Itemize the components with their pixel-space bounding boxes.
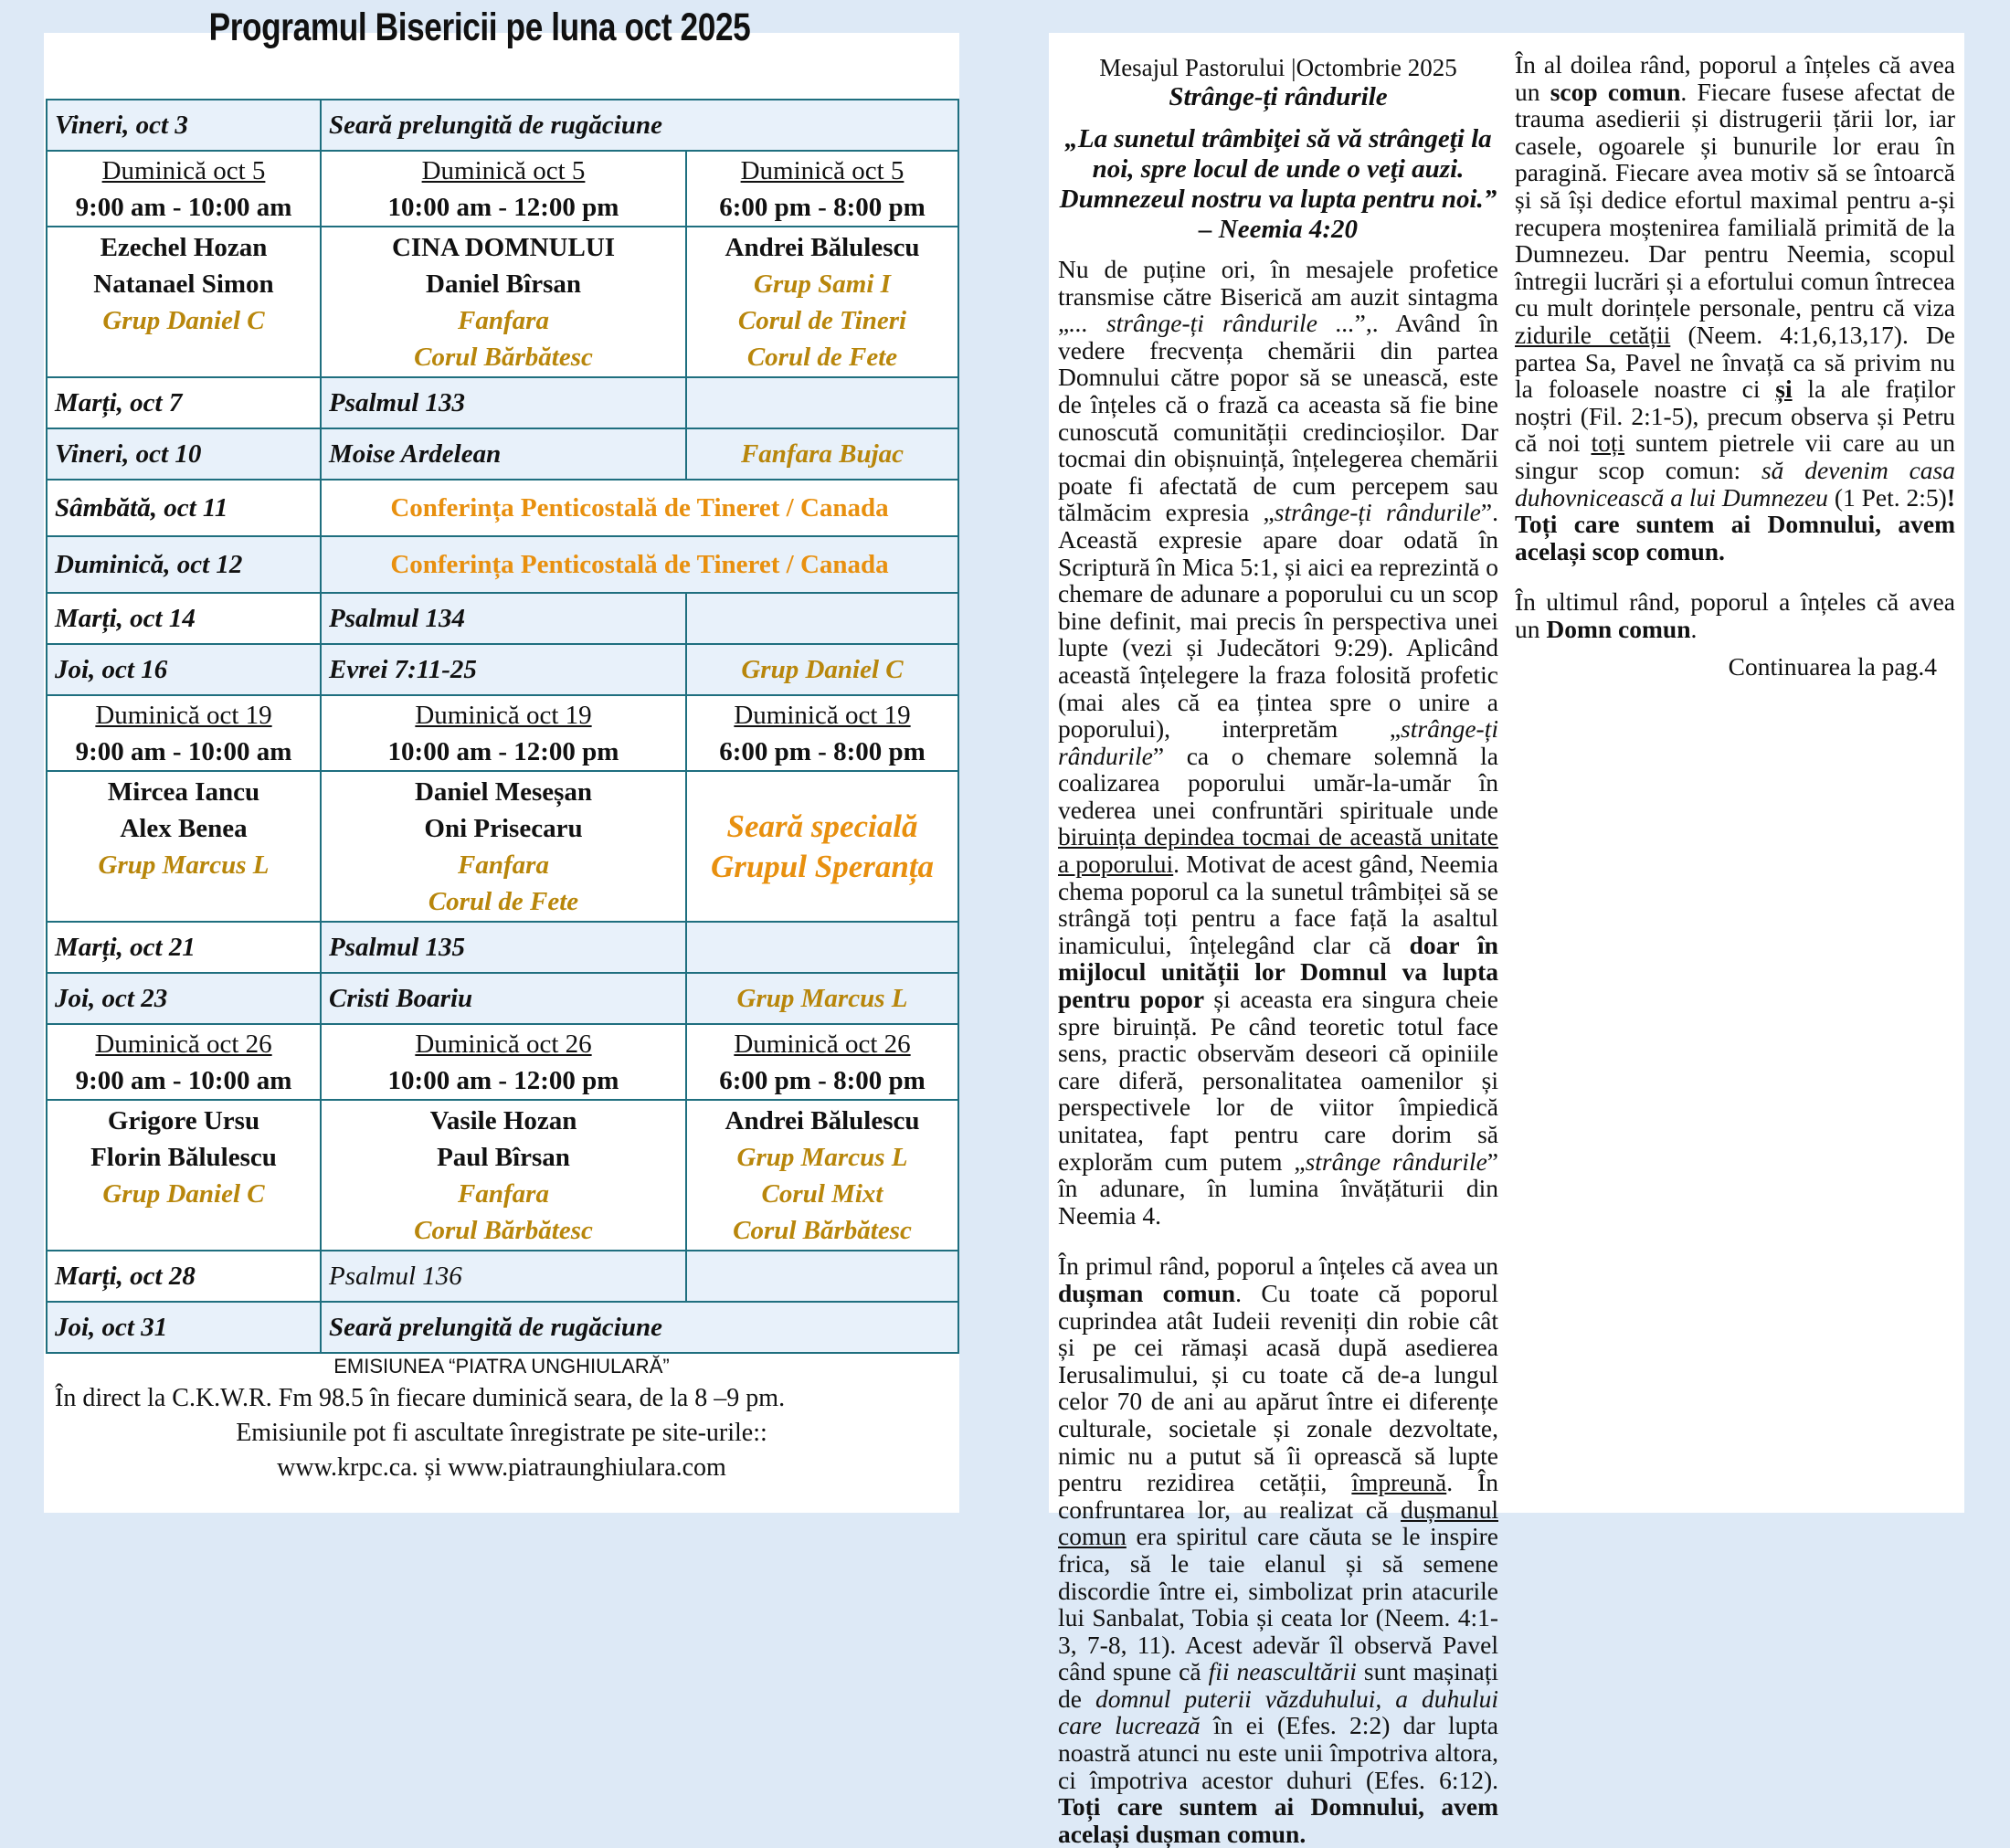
row-extra: Grup Daniel C xyxy=(686,644,958,695)
radio-websites: www.krpc.ca. și www.piatraunghiulara.com xyxy=(277,1453,726,1482)
service-people xyxy=(686,771,958,922)
music-group: Corul de Tineri xyxy=(737,305,907,335)
message-title: Strânge-ți rândurile xyxy=(1169,82,1388,111)
special-event: Seară specială xyxy=(726,808,918,844)
paragraph-third-point: În ultimul rând, poporul a înțeles că avea un Domn comun. xyxy=(1515,587,1955,643)
music-group: Grup Daniel C xyxy=(102,1178,265,1209)
service-time-row xyxy=(47,695,958,771)
row-event: Psalmul 134 xyxy=(321,593,686,644)
service-date: Duminică oct 19 xyxy=(415,700,592,730)
music-group: Grup Daniel C xyxy=(102,305,265,335)
service-people xyxy=(321,227,686,377)
service-date: Duminică oct 26 xyxy=(95,1029,272,1059)
table-row xyxy=(47,1302,958,1353)
service-date: Duminică oct 26 xyxy=(734,1029,911,1059)
message-column-left xyxy=(1058,53,1498,1847)
row-extra: Grup Marcus L xyxy=(686,973,958,1024)
service-time: 9:00 am - 10:00 am xyxy=(75,736,292,766)
music-group: Grup Marcus L xyxy=(736,1142,908,1172)
row-event: Conferința Penticostală de Tineret / Canada xyxy=(321,536,958,593)
service-date: Duminică oct 5 xyxy=(421,155,586,185)
row-day: Sâmbătă, oct 11 xyxy=(47,480,321,536)
service-date: Duminică oct 19 xyxy=(734,700,911,730)
speaker: Ezechel Hozan xyxy=(100,232,268,262)
row-day: Vineri, oct 3 xyxy=(47,100,321,151)
table-row xyxy=(47,644,958,695)
row-extra: Fanfara Bujac xyxy=(686,428,958,480)
service-slot-midday xyxy=(321,1024,686,1100)
table-row xyxy=(47,428,958,480)
table-row xyxy=(47,100,958,151)
service-time: 6:00 pm - 8:00 pm xyxy=(719,1065,926,1095)
row-event: Seară prelungită de rugăciune xyxy=(321,1302,958,1353)
radio-title: EMISIUNEA “PIATRA UNGHIULARĂ” xyxy=(333,1355,670,1378)
row-event: Psalmul 135 xyxy=(321,922,686,973)
music-group: Corul Bărbătesc xyxy=(414,342,593,372)
speaker: Alex Benea xyxy=(120,813,248,843)
row-event: Cristi Boariu xyxy=(321,973,686,1024)
speaker: Andrei Bălulescu xyxy=(725,232,920,262)
service-time-row xyxy=(47,1024,958,1100)
music-group: Corul de Fete xyxy=(746,342,898,372)
row-day: Vineri, oct 10 xyxy=(47,428,321,480)
service-time: 10:00 am - 12:00 pm xyxy=(387,192,619,222)
speaker: Oni Prisecaru xyxy=(424,813,583,843)
table-row xyxy=(47,973,958,1024)
service-people xyxy=(47,1100,321,1251)
speaker: Daniel Bîrsan xyxy=(426,269,581,299)
row-day: Joi, oct 23 xyxy=(47,973,321,1024)
service-people xyxy=(321,1100,686,1251)
row-day: Marți, oct 28 xyxy=(47,1251,321,1302)
paragraph-first-point: În primul rând, poporul a înțeles că avea un dușman comun. Cu toate că poporul cuprindea atât Iudeii reveniți din robie cât și pe cei rămași acasă după asedierea Ierusalimului, și cu toate că de-a lungul celor 70 de ani au apărut între ei diferențe culturale, societale și zonale dezvoltate, nimic nu a putut să îi oprească să lupte pentru rezidirea cetății, împreună. În confruntarea lor, au realizat că dușmanul comun era spiritul care căuta se le inspire frica, să le taie elanul și să semene discordie între ei, simbolizat prin atacurile lui Sanbalat, Tobia și ceata lor (Neem. 4:1-3, 7-8, 11). Acest adevăr îl observă Pavel când spune că fii neascultării sunt mașinați de domnul puterii văzduhului, a duhului care lucrează în ei (Efes. 2:2) dar lupta noastră atunci nu este unii împotriva altora, ci împotriva acestor duhuri (Efes. 6:12). Toți care suntem ai Domnului, avem același dușman comun. xyxy=(1058,1251,1499,1848)
schedule-table xyxy=(46,99,959,1354)
service-people-row xyxy=(47,227,958,377)
service-people-row xyxy=(47,771,958,922)
service-time-row xyxy=(47,151,958,227)
row-event: Seară prelungită de rugăciune xyxy=(321,100,958,151)
music-group: Corul Mixt xyxy=(761,1178,883,1209)
music-group: Corul Bărbătesc xyxy=(733,1215,912,1245)
row-event: Moise Ardelean xyxy=(321,428,686,480)
message-column-right xyxy=(1515,51,1955,681)
service-slot-evening xyxy=(686,151,958,227)
table-row xyxy=(47,593,958,644)
table-row xyxy=(47,480,958,536)
music-group: Fanfara xyxy=(458,850,549,880)
speaker: Grigore Ursu xyxy=(107,1105,260,1135)
music-group: Grup Sami I xyxy=(754,269,891,299)
message-quote: „La sunetul trâmbiţei să vă strângeţi la noi, spre locul de unde o veţi auzi. Dumnezeul nostru va lupta pentru noi.” – Neemia 4:20 xyxy=(1059,124,1497,244)
service-slot-morning xyxy=(47,1024,321,1100)
service-people xyxy=(686,1100,958,1251)
row-day: Duminică, oct 12 xyxy=(47,536,321,593)
table-row xyxy=(47,536,958,593)
service-people xyxy=(321,771,686,922)
row-day: Marți, oct 21 xyxy=(47,922,321,973)
row-day: Marți, oct 14 xyxy=(47,593,321,644)
radio-announcement xyxy=(46,1352,957,1485)
service-date: Duminică oct 5 xyxy=(740,155,904,185)
service-time: 6:00 pm - 8:00 pm xyxy=(719,736,926,766)
speaker: CINA DOMNULUI xyxy=(391,232,616,262)
row-extra xyxy=(686,593,958,644)
service-time: 9:00 am - 10:00 am xyxy=(75,192,292,222)
row-extra xyxy=(686,922,958,973)
service-time: 9:00 am - 10:00 am xyxy=(75,1065,292,1095)
row-event: Conferința Penticostală de Tineret / Canada xyxy=(321,480,958,536)
music-group: Fanfara xyxy=(458,305,549,335)
row-event: Evrei 7:11-25 xyxy=(321,644,686,695)
music-group: Corul de Fete xyxy=(428,886,579,916)
paragraph-intro: Nu de puține ori, în mesajele profetice transmise către Biserică am auzit sintagma „... strânge-ți rândurile ...”,. Având în vedere frecvența chemării din partea Domnului către popor să se unească, este de înțeles că o frază ca aceasta să fie bine cunoscută comunității credincioșilor. Dar tocmai din obișnuință, înțelegerea chemării poate fi afectată de cum percepem sau tălmăcim expresia „strânge-ți rândurile”. Această expresie apare doar odată în Scriptură în Mica 5:1, și aici ea reprezintă o chemare de adunare a poporului cu un scop bine definit, mai precis în perspectiva unei lupte (vezi și Judecători 9:29). Aplicând această înțelegere la fraza folosită profetic (mai ales că ea țintea spre o unire a poporului), interpretăm „strânge-ți rândurile” ca o chemare solemnă la coalizarea poporului umăr-la-umăr în vederea unei confruntări spirituale unde biruința depindea tocmai de această unitate a poporului. Motivat de acest gând, Neemia chema poporul ca la sunetul trâmbiței să se strângă toți pentru a face față la asaltul inamicului, înțelegând clar că doar în mijlocul unității lor Domnul va lupta pentru popor și aceasta era singura cheie spre biruință. Pe când teoretic totul face sens, practic observăm deseori că opiniile care diferă, personalitatea oamenilor și perspectivele lor de viitor împiedică unitatea, fapt pentru care dorim să explorăm cum putem „strânge rândurile” în adunare, în lumina învățăturii din Neemia 4. xyxy=(1058,255,1499,1230)
row-extra xyxy=(686,1251,958,1302)
music-group: Grup Marcus L xyxy=(98,850,270,880)
radio-broadcast-info: În direct la C.K.W.R. Fm 98.5 în fiecare duminică seara, de la 8 –9 pm. xyxy=(55,1384,786,1412)
service-people-row xyxy=(47,1100,958,1251)
service-people xyxy=(686,227,958,377)
service-people xyxy=(47,227,321,377)
table-row xyxy=(47,377,958,428)
speaker: Florin Bălulescu xyxy=(90,1142,277,1172)
speaker: Andrei Bălulescu xyxy=(725,1105,920,1135)
service-time: 6:00 pm - 8:00 pm xyxy=(719,192,926,222)
speaker: Vasile Hozan xyxy=(429,1105,577,1135)
row-day: Joi, oct 31 xyxy=(47,1302,321,1353)
service-date: Duminică oct 26 xyxy=(415,1029,592,1059)
service-time: 10:00 am - 12:00 pm xyxy=(387,736,619,766)
service-people xyxy=(47,771,321,922)
speaker: Paul Bîrsan xyxy=(437,1142,570,1172)
service-slot-midday xyxy=(321,151,686,227)
paragraph-second-point: În al doilea rând, poporul a înțeles că avea un scop comun. Fiecare fusese afectat de trauma asedierii și distrugerii țării lor, iar casele, ogoarele și bunurile lor erau în paragină. Fiecare avea motiv să se întoarcă și să își dedice efortul maximal pentru a-și recupera moștenirea familială primită de la Dumnezeu. Dar pentru Neemia, scopul întregii lucrări și a efortului comun întrecea cu mult dorințele personale, pentru că viza zidurile cetății (Neem. 4:1,6,13,17). De partea Sa, Pavel ne învață ca să privim nu la foloasele noastre ci și la ale fraților noștri (Fil. 2:1-5), precum observa și Petru că noi toți suntem pietrele vii care au un singur scop comun: să devenim casa duhovnicească a lui Dumnezeu (1 Pet. 2:5)! Toți care suntem ai Domnului, avem același scop comun. xyxy=(1515,50,1956,565)
music-group: Fanfara xyxy=(458,1178,549,1209)
row-day: Marți, oct 7 xyxy=(47,377,321,428)
row-event: Psalmul 136 xyxy=(321,1251,686,1302)
music-group: Corul Bărbătesc xyxy=(414,1215,593,1245)
service-date: Duminică oct 19 xyxy=(95,700,272,730)
service-slot-evening xyxy=(686,695,958,771)
continuation-note: Continuarea la pag.4 xyxy=(1728,652,1937,681)
speaker: Daniel Meseșan xyxy=(414,776,593,807)
service-slot-morning xyxy=(47,151,321,227)
speaker: Natanael Simon xyxy=(93,269,274,299)
row-extra xyxy=(686,377,958,428)
service-slot-morning xyxy=(47,695,321,771)
radio-archive-info: Emisiunile pot fi ascultate înregistrate pe site-urile:: xyxy=(236,1419,767,1447)
row-day: Joi, oct 16 xyxy=(47,644,321,695)
message-heading: Mesajul Pastorului |Octombrie 2025 xyxy=(1099,54,1457,81)
service-slot-evening xyxy=(686,1024,958,1100)
service-time: 10:00 am - 12:00 pm xyxy=(387,1065,619,1095)
table-row xyxy=(47,1251,958,1302)
service-date: Duminică oct 5 xyxy=(101,155,266,185)
table-row xyxy=(47,922,958,973)
row-event: Psalmul 133 xyxy=(321,377,686,428)
speaker: Mircea Iancu xyxy=(107,776,260,807)
service-slot-midday xyxy=(321,695,686,771)
schedule-title: Programul Bisericii pe luna oct 2025 xyxy=(208,5,751,49)
special-event: Grupul Speranța xyxy=(710,848,935,884)
